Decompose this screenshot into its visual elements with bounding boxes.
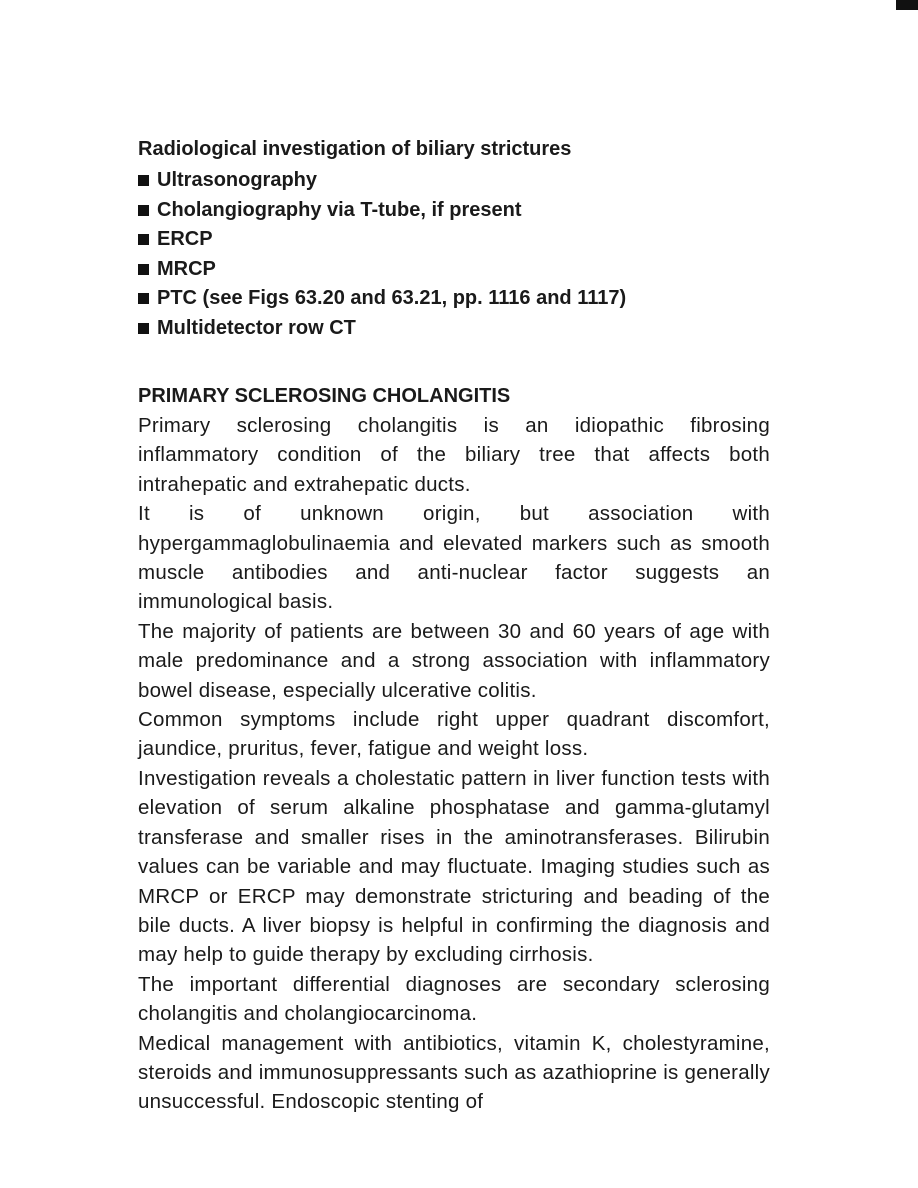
square-bullet-icon [138,293,149,304]
list-item [138,166,770,196]
square-bullet-icon [138,175,149,186]
list-item [138,314,770,344]
list-item-text: Ultrasonography [157,169,318,191]
list-item-text: ERCP [157,228,213,250]
paragraph-demographics: The majority of patients are between 30 and 60 years of age with male predominance and a strong association with inflammatory bowel disease, especially ulcerative colitis. [138,619,770,702]
list-item-text: Cholangiography via T-tube, if present [157,198,522,221]
paragraph-symptoms: Common symptoms include right upper quadrant discomfort, jaundice, pruritus, fever, fatigue and weight loss. [138,708,770,761]
paragraph-differential: The important differential diagnoses are secondary sclerosing cholangitis and cholangiocarcinoma. [138,972,770,1026]
square-bullet-icon [138,234,149,245]
list-item [138,225,770,255]
list-item [138,284,770,314]
list-item-text: Multidetector row CT [157,316,356,339]
section-heading: PRIMARY SCLEROSING CHOLANGITIS [138,385,511,407]
square-bullet-icon [138,264,149,275]
paragraph-investigation: Investigation reveals a cholestatic pattern in liver function tests with elevation of serum alkaline phosphatase and gamma-glutamyl transferase and smaller rises in the aminotransferases. Bilirubin values can be variable and may fluctuate. Imaging studies such as MRCP or ERCP may demonstrate stricturing and beading of the bile ducts. A liver biopsy is helpful in confirming the diagnosis and may help to guide therapy by excluding cirrhosis. [138,766,770,967]
square-bullet-icon [138,205,149,216]
paragraph-origin: It is of unknown origin, but association with hypergammaglobulinaemia and elevated markers such as smooth muscle antibodies and anti-nuclear factor suggests an immunological basis. [138,502,770,614]
list-item [138,196,770,226]
box-heading: Radiological investigation of biliary strictures [138,138,572,160]
paragraph-definition: Primary sclerosing cholangitis is an idiopathic fibrosing inflammatory condition of the biliary tree that affects both intrahepatic and extrahepatic ducts. [138,414,770,496]
square-bullet-icon [138,323,149,334]
investigation-list [138,166,770,343]
scan-corner-mark [896,0,918,10]
list-item-text: MRCP [157,257,216,280]
list-item-text: PTC (see Figs 63.20 and 63.21, pp. 1116 and 1117) [157,287,627,309]
paragraph-management: Medical management with antibiotics, vitamin K, cholestyramine, steroids and immunosuppressants such as azathioprine is generally unsuccessful. Endoscopic stenting of [138,1031,770,1114]
list-item [138,255,770,285]
document-page [138,134,770,1117]
